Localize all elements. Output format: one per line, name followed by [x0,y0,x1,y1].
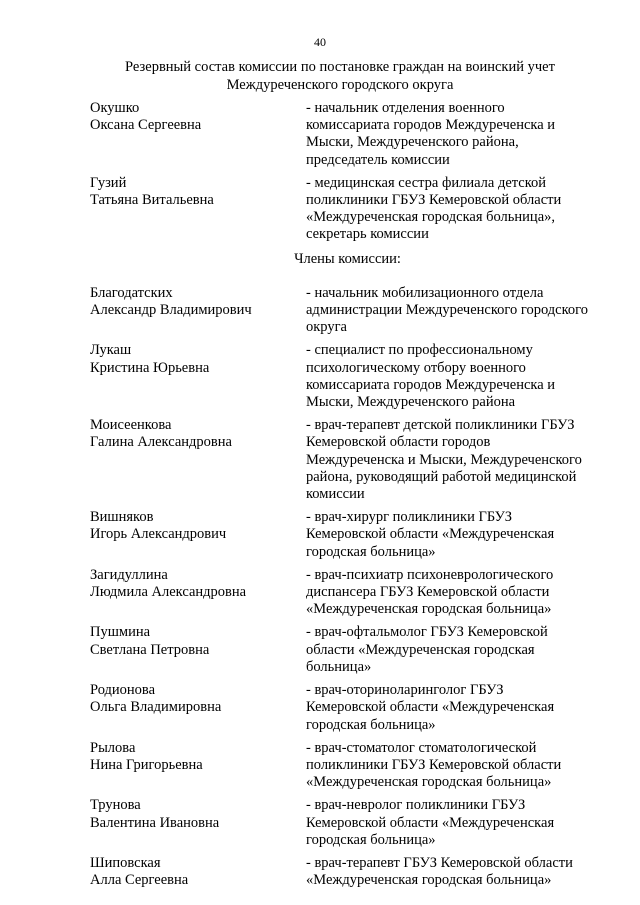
members-heading: Члены комиссии: [294,250,401,267]
role-line: - врач-психиатр психоневрологического [306,566,554,583]
role-line: Кемеровской области «Междуреченская [306,814,555,831]
commission-member [90,797,605,849]
person-role [306,740,605,792]
role-line: - врач-хирург поликлиники ГБУЗ [306,509,513,526]
role-line: психологическому отбору военного [306,359,526,376]
person-name [90,285,306,337]
person-role [306,175,605,244]
person-name [90,509,306,561]
role-line: - врач-офтальмолог ГБУЗ Кемеровской [306,624,548,641]
person-role [306,100,605,169]
person-surname: Лукаш [90,342,132,359]
commission-member [90,624,605,676]
person-role [306,567,605,619]
person-role [306,797,605,849]
role-line: Кемеровской области «Междуреченская [306,526,555,543]
commission-member [90,740,605,792]
person-surname: Трунова [90,797,141,814]
role-line: городская больница» [306,543,436,560]
role-line: «Междуреченская городская больница» [306,872,552,889]
role-line: городская больница» [306,831,436,848]
person-given-names: Оксана Сергеевна [90,117,202,134]
person-role [306,855,605,889]
role-line: - специалист по профессиональному [306,342,533,359]
person-name [90,417,306,503]
commission-entry-chairman [90,100,605,169]
person-role [306,285,605,337]
person-given-names: Игорь Александрович [90,526,227,543]
person-name [90,855,306,889]
role-line: Кемеровской области «Междуреченская [306,699,555,716]
role-line: «Междуреченская городская больница» [306,774,552,791]
person-name [90,797,306,849]
person-given-names: Галина Александровна [90,434,232,451]
person-given-names: Александр Владимирович [90,302,252,319]
commission-member [90,567,605,619]
person-surname: Гузий [90,174,127,191]
commission-member [90,682,605,734]
person-surname: Моисеенкова [90,417,172,434]
person-role [306,417,605,503]
person-name [90,100,306,169]
title-line-2: Междуреченского городского округа [226,76,454,93]
role-line: Междуреченска и Мыски, Междуреченского [306,451,582,468]
person-name [90,567,306,619]
role-line: Кемеровской области городов [306,434,491,451]
person-name [90,682,306,734]
person-role [306,509,605,561]
role-line: - начальник мобилизационного отдела [306,284,544,301]
role-line: области «Междуреченская городская [306,641,535,658]
role-line: - начальник отделения военного [306,100,505,116]
person-given-names: Ольга Владимировна [90,699,222,716]
person-surname: Загидуллина [90,566,168,583]
person-name [90,342,306,411]
role-line: председатель комиссии [306,151,450,168]
person-surname: Шиповская [90,854,161,871]
person-given-names: Кристина Юрьевна [90,359,210,376]
role-line: - медицинская сестра филиала детской [306,174,547,191]
person-role [306,682,605,734]
role-line: администрации Междуреченского городского [306,302,588,319]
commission-member [90,342,605,411]
commission-member [90,855,605,889]
role-line: больница» [306,658,372,675]
document-title [90,59,590,94]
person-given-names: Валентина Ивановна [90,814,220,831]
role-line: комиссариата городов Междуреченска и [306,117,556,134]
person-surname: Вишняков [90,509,154,526]
role-line: - врач-терапевт ГБУЗ Кемеровской области [306,854,573,871]
title-line-1: Резервный состав комиссии по постановке граждан на воинский учет [125,59,555,75]
person-given-names: Алла Сергеевна [90,872,189,889]
person-role [306,342,605,411]
person-role [306,624,605,676]
person-surname: Окушко [90,100,140,116]
person-name [90,175,306,244]
role-line: - врач-терапевт детской поликлиники ГБУЗ [306,417,575,434]
role-line: Мыски, Междуреченского района, [306,134,519,151]
person-given-names: Людмила Александровна [90,584,247,601]
commission-member [90,285,605,337]
person-surname: Благодатских [90,284,173,301]
role-line: - врач-невролог поликлиники ГБУЗ [306,797,526,814]
role-line: комиссариата городов Междуреченска и [306,376,556,393]
person-given-names: Нина Григорьевна [90,756,203,773]
page-number: 40 [314,35,326,49]
role-line: «Междуреченская городская больница», [306,209,555,226]
role-line: «Междуреченская городская больница» [306,601,552,618]
person-surname: Родионова [90,682,156,699]
person-given-names: Светлана Петровна [90,641,210,658]
role-line: секретарь комиссии [306,226,429,243]
person-name [90,624,306,676]
commission-member [90,417,605,503]
commission-entry-secretary [90,175,605,244]
commission-member [90,509,605,561]
role-line: округа [306,319,347,336]
role-line: - врач-оториноларинголог ГБУЗ [306,682,504,699]
role-line: комиссии [306,486,365,503]
role-line: - врач-стоматолог стоматологической [306,739,537,756]
role-line: Мыски, Междуреченского района [306,394,516,411]
role-line: поликлиники ГБУЗ Кемеровской области [306,192,562,209]
role-line: поликлиники ГБУЗ Кемеровской области [306,756,562,773]
role-line: района, руководящий работой медицинской [306,468,577,485]
person-given-names: Татьяна Витальевна [90,192,214,209]
commission-list [90,100,605,889]
person-surname: Рылова [90,739,136,756]
person-name [90,740,306,792]
role-line: городская больница» [306,716,436,733]
person-surname: Пушмина [90,624,151,641]
role-line: диспансера ГБУЗ Кемеровской области [306,584,550,601]
